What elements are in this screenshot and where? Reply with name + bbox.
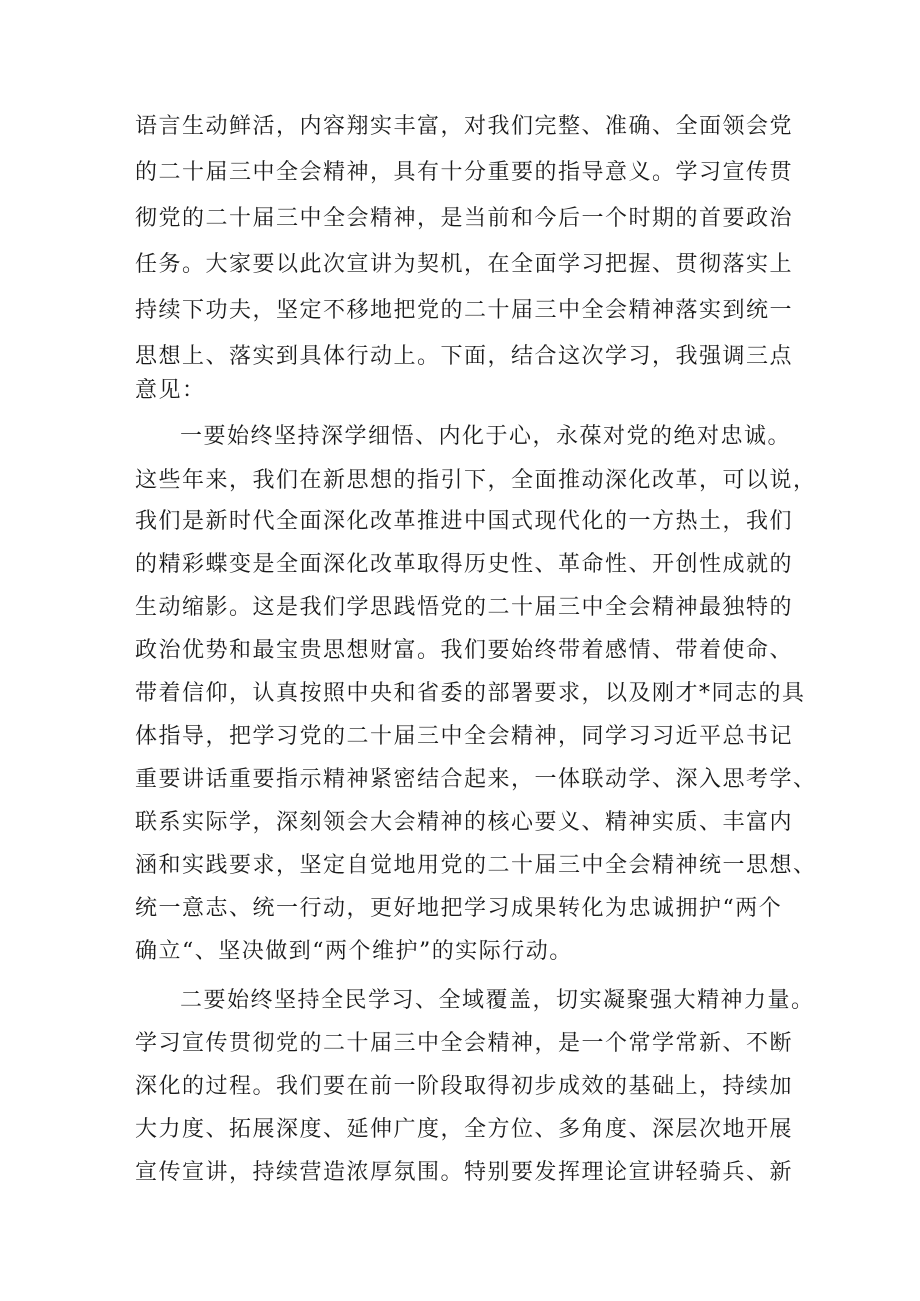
text-line: 大力度、拓展深度、延伸广度，全方位、多角度、深层次地开展 [135, 1117, 794, 1142]
text-line: 持续下功夫，坚定不移地把党的二十届三中全会精神落实到统一 [135, 298, 794, 323]
text-line: 政治优势和最宝贵思想财富。我们要始终带着感情、带着使命、 [135, 638, 794, 663]
text-line: 的精彩蝶变是全面深化改革取得历史性、革命性、开创性成就的 [135, 552, 794, 577]
text-line: 体指导，把学习党的二十届三中全会精神，同学习习近平总书记 [135, 724, 794, 749]
text-line: 意见： [135, 378, 206, 403]
text-line: 彻党的二十届三中全会精神，是当前和今后一个时期的首要政治 [135, 206, 794, 231]
text-line: 这些年来，我们在新思想的指引下，全面推动深化改革，可以说， [135, 468, 817, 493]
text-line: 任务。大家要以此次宣讲为契机，在全面学习把握、贯彻落实上 [135, 252, 794, 277]
text-line: 我们是新时代全面深化改革推进中国式现代化的一方热土，我们 [135, 509, 794, 534]
text-line: 涵和实践要求，坚定自觉地用党的二十届三中全会精神统一思想、 [135, 853, 817, 878]
text-line: 带着信仰，认真按照中央和省委的部署要求，以及刚才*同志的具 [135, 681, 806, 706]
text-line: 语言生动鲜活，内容翔实丰富，对我们完整、准确、全面领会党 [135, 114, 794, 139]
text-line: 确立“、坚决做到“两个维护”的实际行动。 [135, 939, 573, 964]
text-line: 重要讲话重要指示精神紧密结合起来，一体联动学、深入思考学、 [135, 767, 817, 792]
text-line: 联系实际学，深刻领会大会精神的核心要义、精神实质、丰富内 [135, 810, 794, 835]
text-line: 生动缩影。这是我们学思践悟党的二十届三中全会精神最独特的 [135, 595, 794, 620]
text-line: 思想上、落实到具体行动上。下面，结合这次学习，我强调三点 [135, 344, 794, 369]
text-line: 的二十届三中全会精神，具有十分重要的指导意义。学习宣传贯 [135, 160, 794, 185]
text-line: 深化的过程。我们要在前一阶段取得初步成效的基础上，持续加 [135, 1074, 794, 1099]
text-line: 学习宣传贯彻党的二十届三中全会精神，是一个常学常新、不断 [135, 1031, 794, 1056]
text-line: 宣传宣讲，持续营造浓厚氛围。特别要发挥理论宣讲轻骑兵、新 [135, 1160, 794, 1185]
paragraph-heading-2: 二要始终坚持全民学习、全域覆盖，切实凝聚强大精神力量。 [180, 988, 815, 1013]
text-line: 统一意志、统一行动，更好地把学习成果转化为忠诚拥护“两个 [135, 896, 783, 921]
paragraph-heading-1: 一要始终坚持深学细悟、内化于心，永葆对党的绝对忠诚。 [180, 424, 792, 449]
